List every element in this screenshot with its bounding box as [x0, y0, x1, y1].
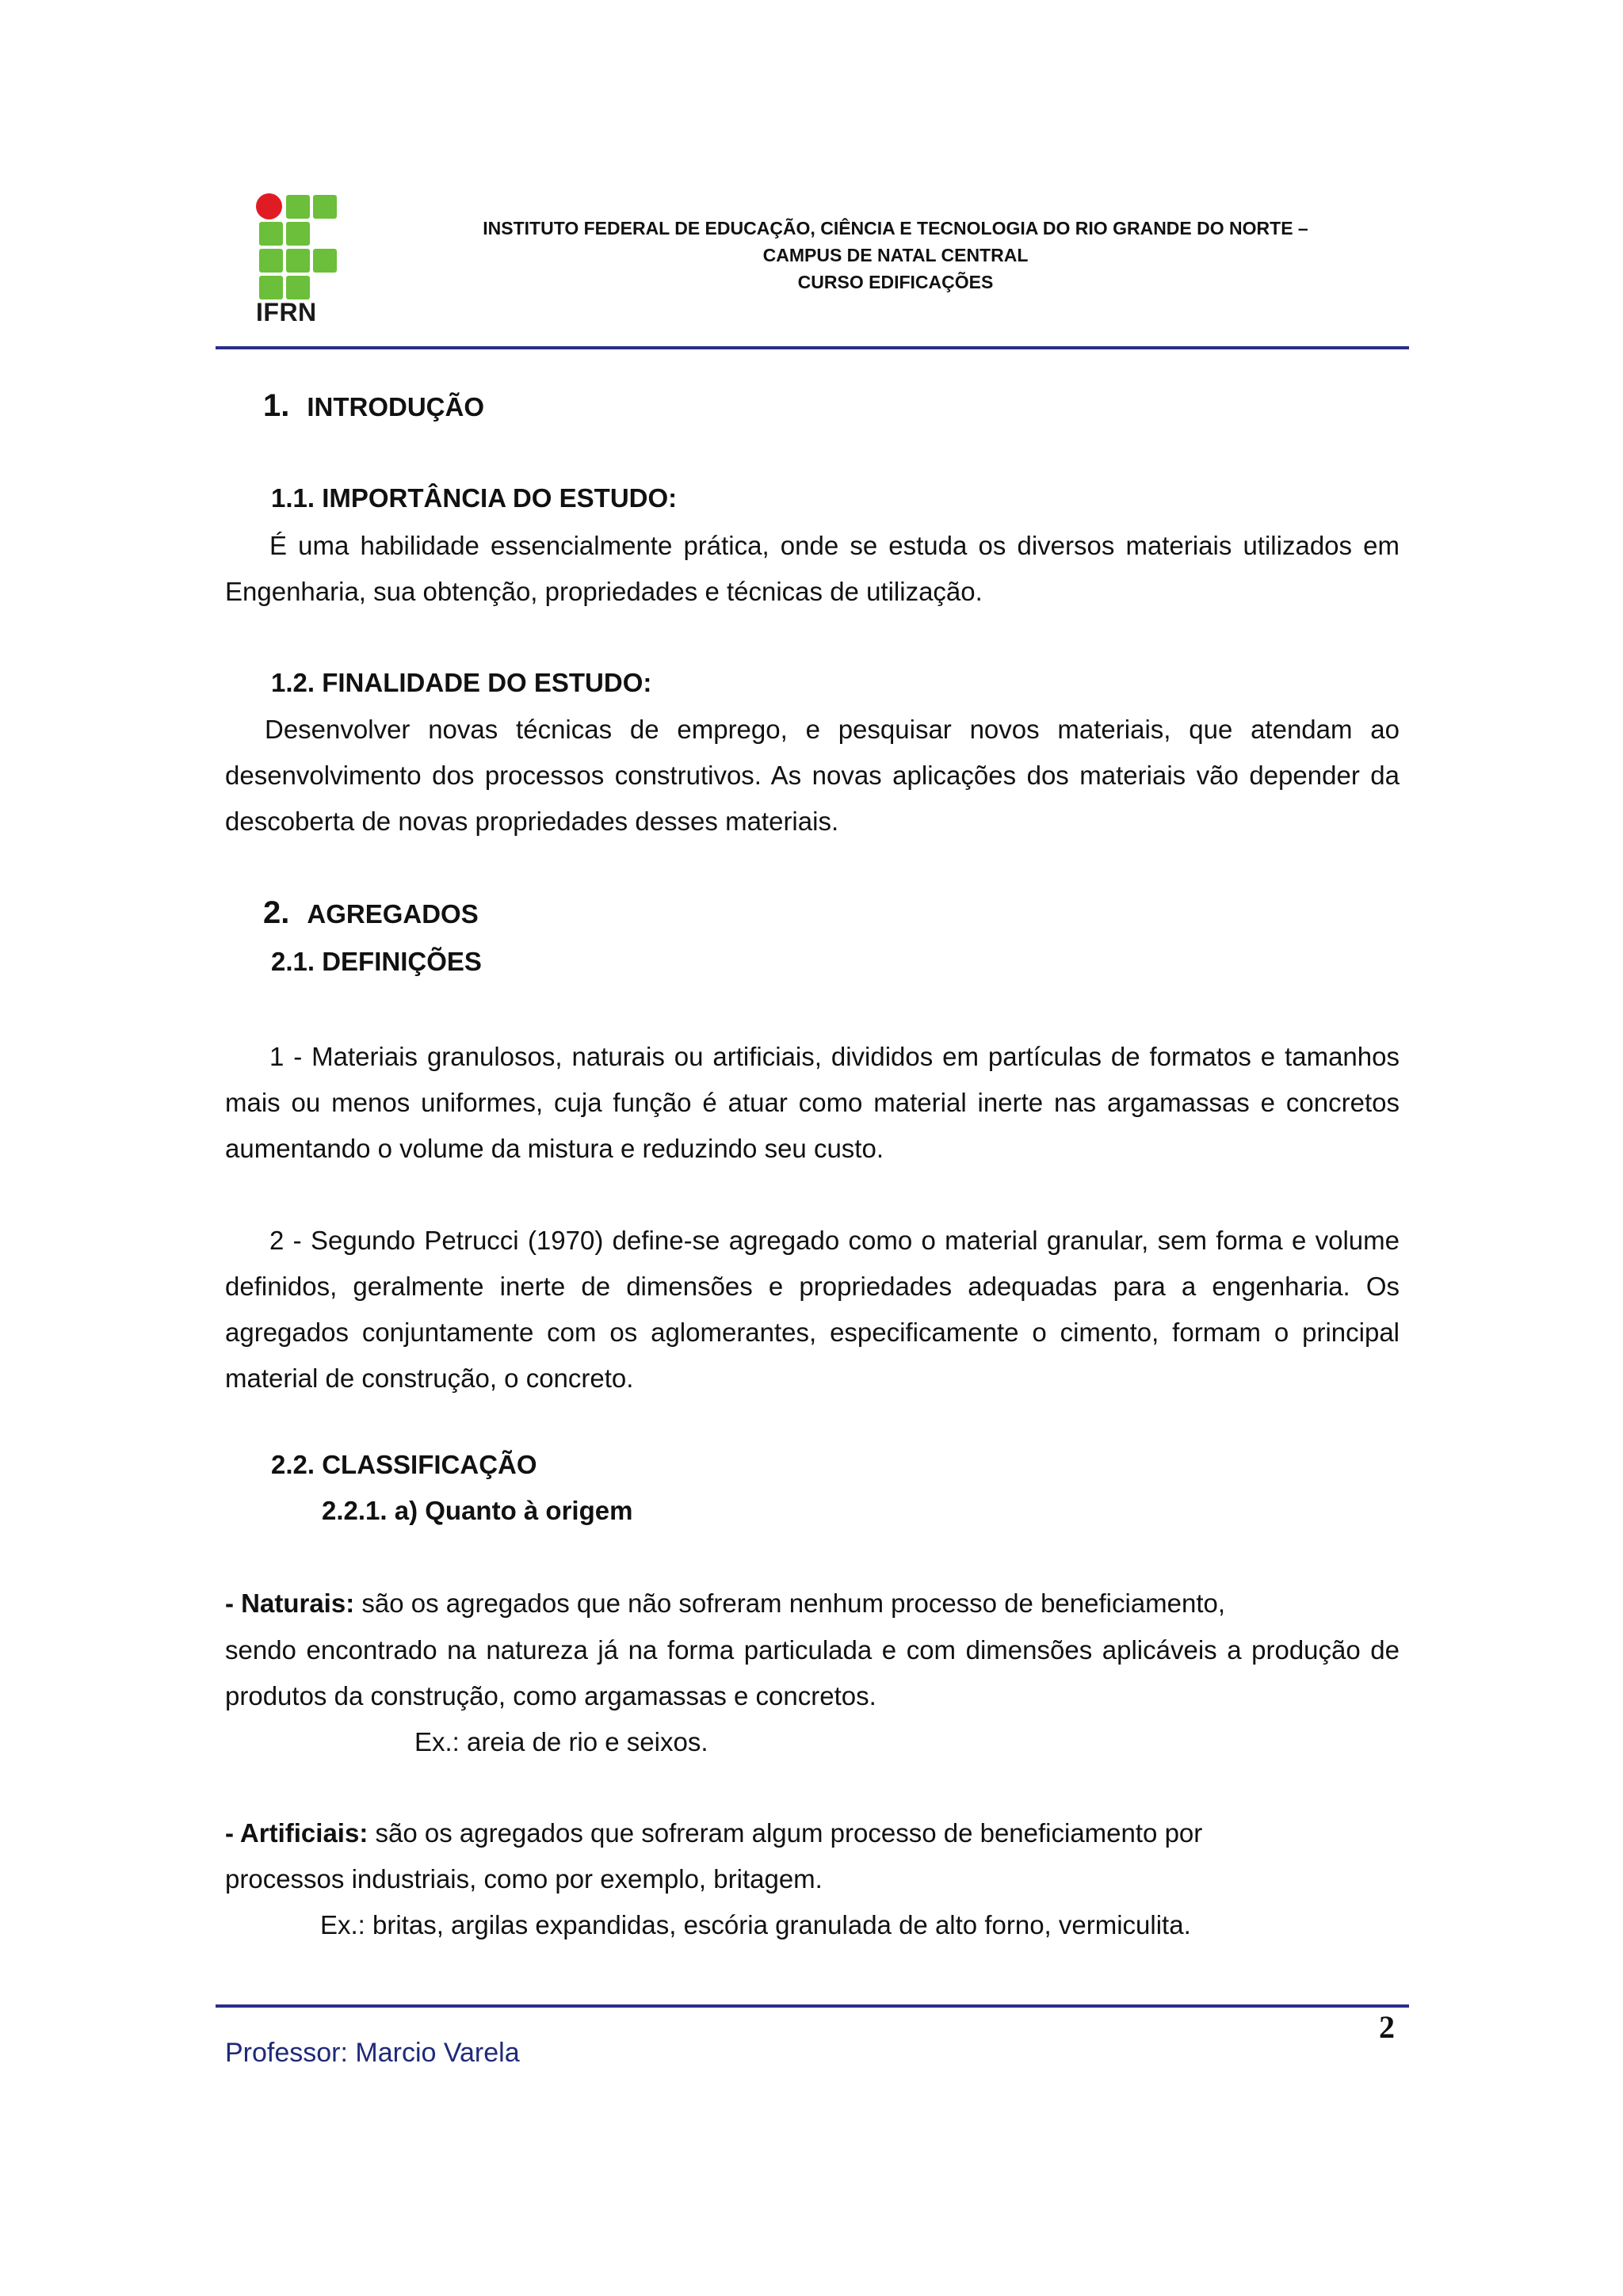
section-2-2-1-heading: 2.2.1. a) Quanto à origem: [322, 1496, 633, 1525]
logo-text: IFRN: [256, 298, 317, 326]
institution-line-3: CURSO EDIFICAÇÕES: [797, 272, 994, 292]
section-1-number: 1.: [263, 388, 290, 423]
footer-rule: [216, 2004, 1409, 2008]
artificiais-line-1: - Artificiais: são os agregados que sofreram algum processo de beneficiamento por: [225, 1818, 1203, 1848]
artificiais-example: Ex.: britas, argilas expandidas, escória granulada de alto forno, vermiculita.: [320, 1910, 1191, 1939]
definition-1-paragraph: 1 - Materiais granulosos, naturais ou artificiais, divididos em partículas de formatos e tamanhos mais ou menos uniformes, cuja função é atuar como material inerte nas argamassas e concretos aumentando o volume da mistura e reduzindo seu custo.: [225, 1042, 1400, 1163]
section-2-1-heading: 2.1. DEFINIÇÕES: [271, 947, 482, 976]
header-rule: [216, 346, 1409, 349]
naturais-line-1: - Naturais: são os agregados que não sofreram nenhum processo de beneficiamento,: [225, 1589, 1226, 1618]
section-1-2-paragraph: Desenvolver novas técnicas de emprego, e pesquisar novos materiais, que atendam ao desenvolvimento dos processos construtivos. As novas aplicações dos materiais vão depender da descoberta de novas propriedades desses materiais.: [225, 715, 1400, 836]
section-2-number: 2.: [263, 895, 290, 930]
section-1-2-heading: 1.2. FINALIDADE DO ESTUDO:: [271, 668, 652, 697]
institution-line-1: INSTITUTO FEDERAL DE EDUCAÇÃO, CIÊNCIA E TECNOLOGIA DO RIO GRANDE DO NORTE –: [483, 218, 1308, 238]
ifrn-logo: [256, 193, 343, 326]
section-1-heading: [263, 388, 484, 424]
definition-2-paragraph: 2 - Segundo Petrucci (1970) define-se agregado como o material granular, sem forma e volume definidos, geralmente inerte de dimensões e propriedades adequadas para a engenharia. Os agregados conjuntamente com os aglomerantes, especificamente o cimento, formam o principal material de construção, o concreto.: [225, 1226, 1400, 1393]
naturais-example: Ex.: areia de rio e seixos.: [414, 1727, 708, 1756]
artificiais-line-2: processos industriais, como por exemplo, britagem.: [225, 1864, 823, 1894]
section-2-2-heading: 2.2. CLASSIFICAÇÃO: [271, 1450, 537, 1479]
section-2-title: AGREGADOS: [307, 899, 479, 929]
naturais-paragraph: sendo encontrado na natureza já na forma particulada e com dimensões aplicáveis a produção de produtos da construção, como argamassas e concretos.: [225, 1635, 1400, 1711]
professor-name: Professor: Marcio Varela: [225, 2038, 520, 2068]
section-1-title: INTRODUÇÃO: [307, 392, 485, 421]
artificiais-label: - Artificiais:: [225, 1818, 369, 1848]
institution-line-2: CAMPUS DE NATAL CENTRAL: [762, 245, 1029, 265]
section-2-heading: [263, 895, 479, 931]
logo-red-dot: [256, 193, 282, 219]
naturais-label: - Naturais:: [225, 1589, 355, 1618]
section-1-1-paragraph: É uma habilidade essencialmente prática, onde se estuda os diversos materiais utilizados em Engenharia, sua obtenção, propriedades e técnicas de utilização.: [225, 531, 1400, 606]
page-number: 2: [1379, 2009, 1395, 2045]
section-1-1-heading: 1.1. IMPORTÂNCIA DO ESTUDO:: [271, 483, 678, 513]
